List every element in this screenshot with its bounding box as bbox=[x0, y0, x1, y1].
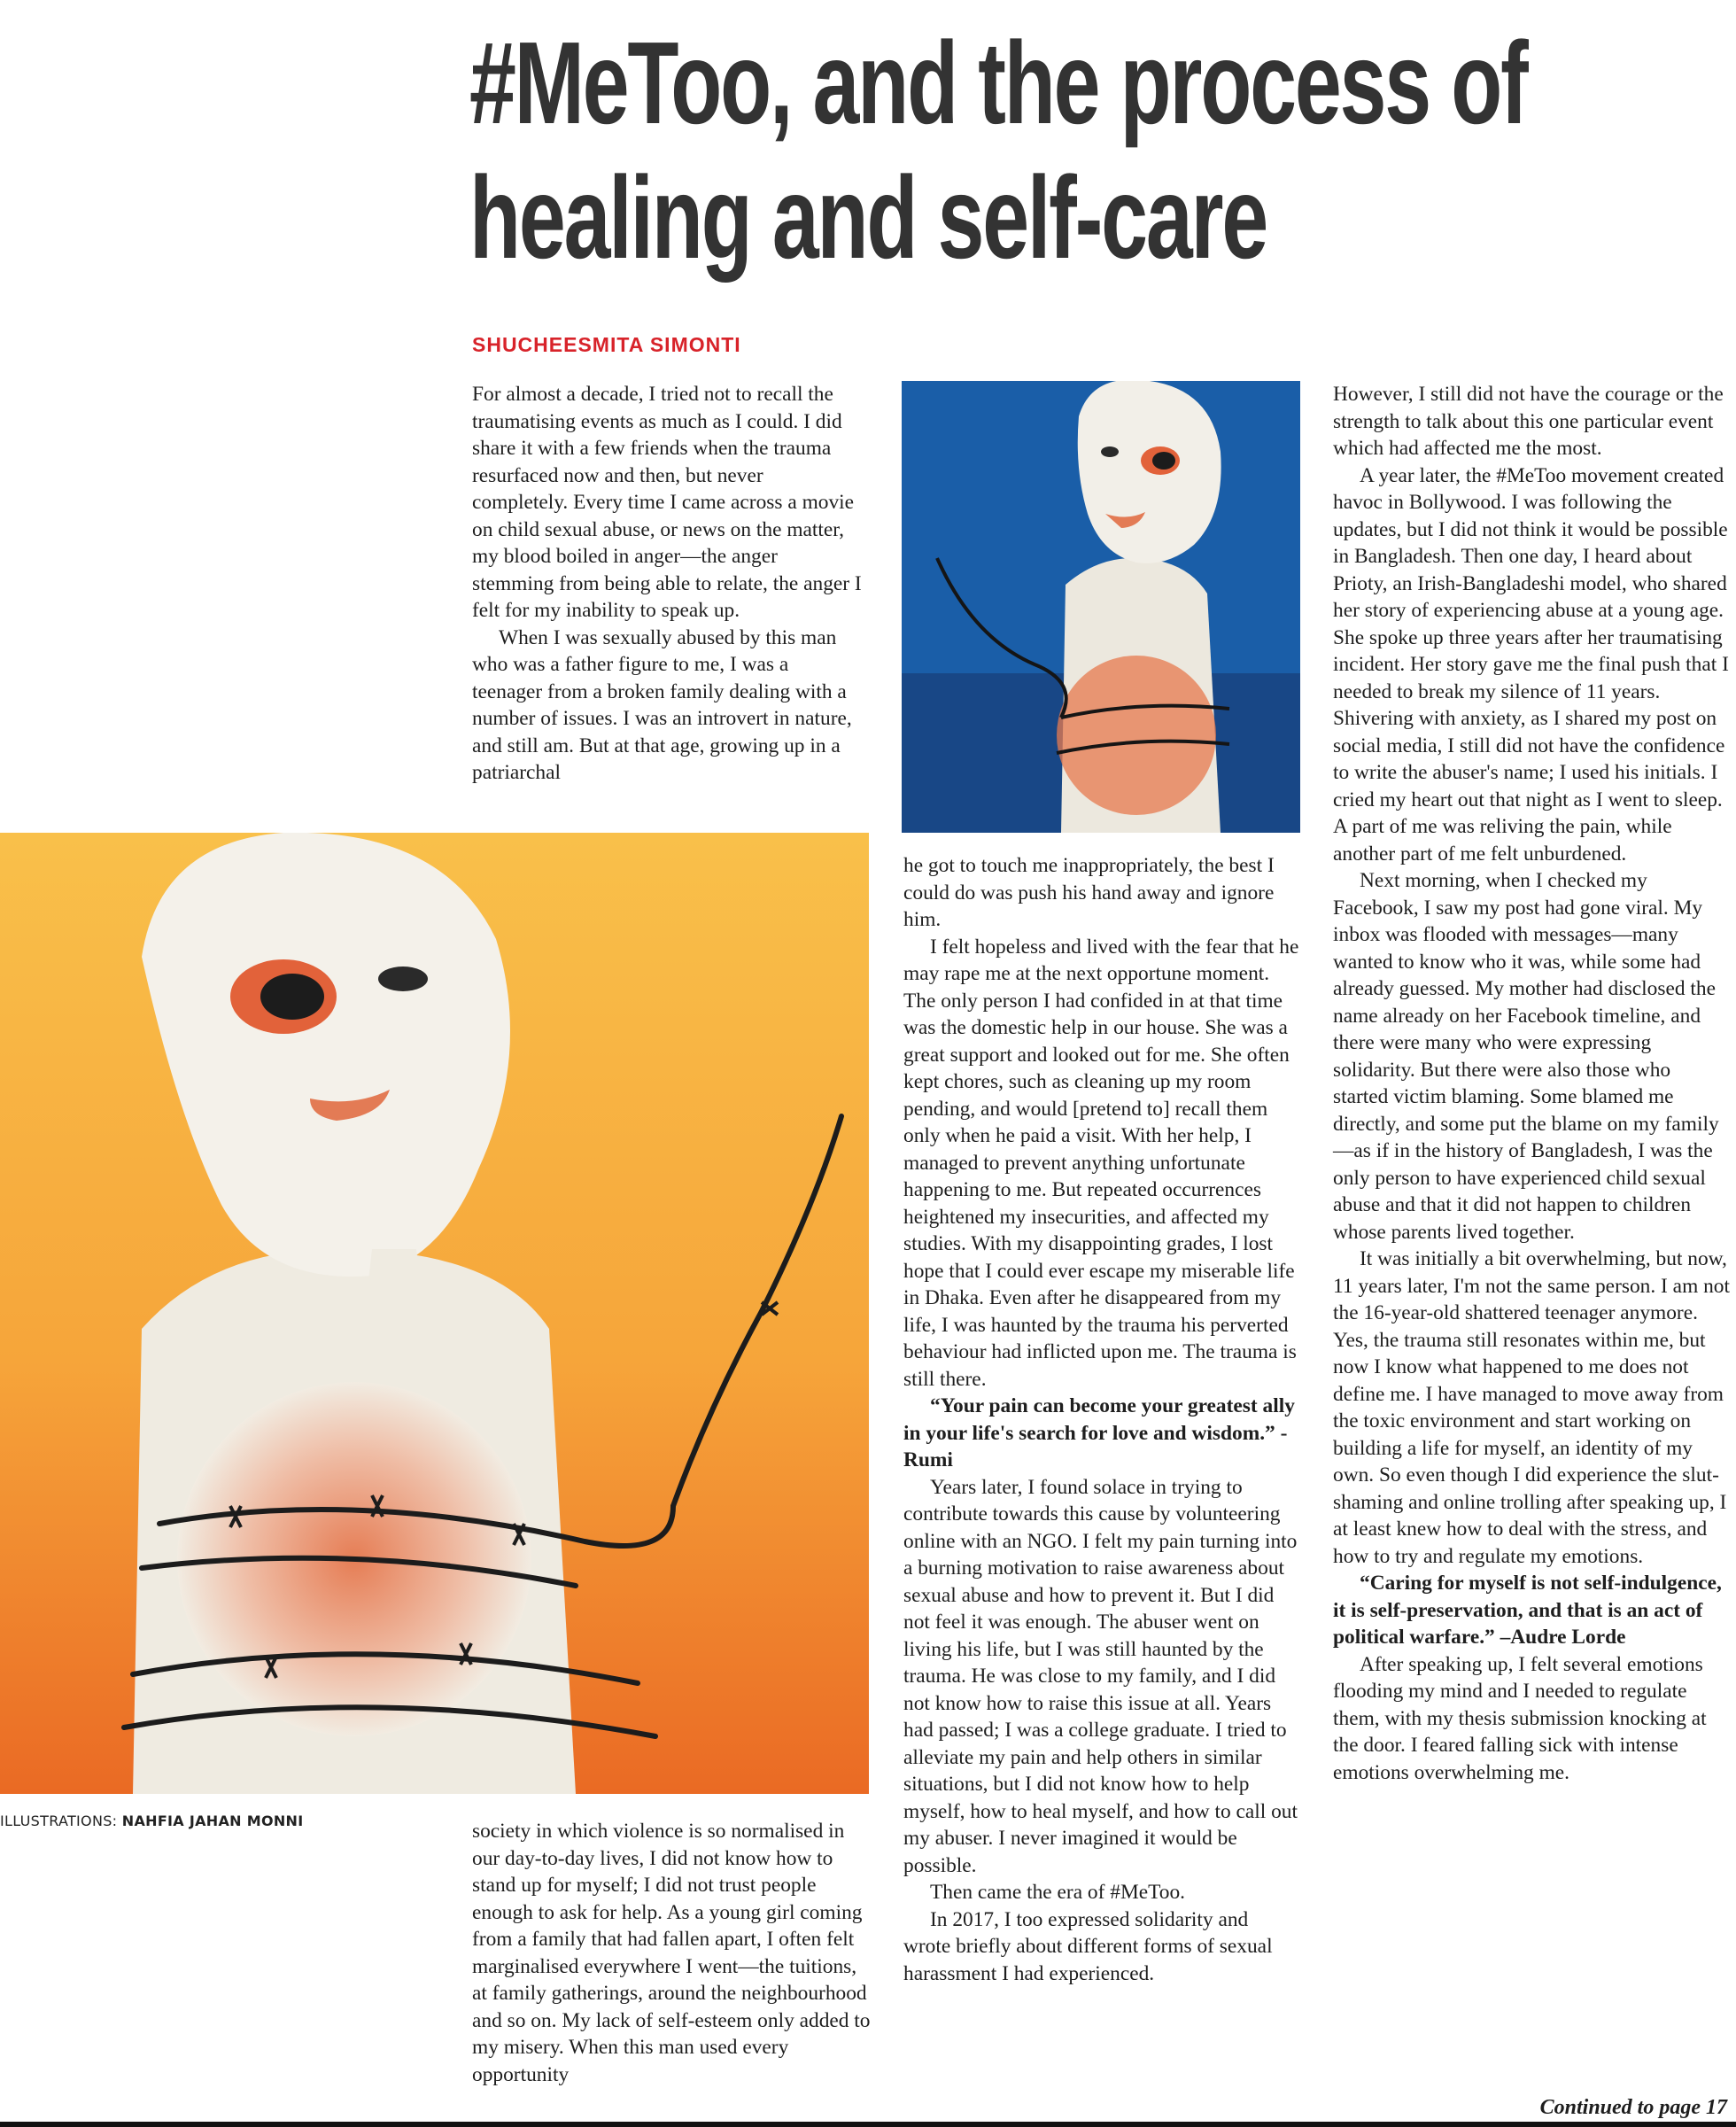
article-headline bbox=[469, 16, 1527, 285]
continued-link[interactable]: Continued to page 17 bbox=[1539, 2096, 1727, 2119]
headline-line-2: healing and self-care bbox=[469, 152, 1267, 283]
column-3 bbox=[1333, 381, 1730, 1786]
paragraph: After speaking up, I felt several emotions flooding my mind and I needed to regulate them, with my thesis submission knocking at the door. I feared falling sick with intense emotions overwhelming me. bbox=[1333, 1652, 1707, 1784]
illustration-girl-barbed-wire-small bbox=[902, 381, 1300, 833]
paragraph: A year later, the #MeToo movement created havoc in Bollywood. I was following the updates, but I did not think it would be possible in Bangladesh. Then one day, I heard about Prioty, an Irish-Bangladeshi model, who shared her story of experiencing abuse at a young age. She spoke up three years after her traumatising incident. Her story gave me the final push that I needed to break my silence of 11 years. Shivering with anxiety, as I shared my post on social media, I still did not have the confidence to write the abuser's name; I used his initials. I cried my heart out that night as I went to sleep. A part of me was reliving the pain, while another part of me felt unburdened. bbox=[1333, 463, 1729, 866]
author-byline: SHUCHEESMITA SIMONTI bbox=[472, 333, 741, 356]
illustration-large bbox=[0, 833, 869, 1794]
paragraph: Then came the era of #MeToo. bbox=[930, 1881, 1186, 1904]
pull-quote-lorde: “Caring for myself is not self-indulgence, it is self-preservation, and that is an act of political warfare.” –Audre Lorde bbox=[1333, 1572, 1722, 1649]
paragraph: When I was sexually abused by this man who was a father figure to me, I was a teenager from a broken family dealing with a number of issues. I was an introvert in nature, and still am. But at that age, growing up in a patriarchal bbox=[472, 625, 852, 784]
credit-name: NAHFIA JAHAN MONNI bbox=[121, 1813, 304, 1829]
credit-label: ILLUSTRATIONS: bbox=[0, 1813, 122, 1829]
column-1-top bbox=[472, 381, 862, 787]
column-1-bottom bbox=[472, 1818, 871, 2088]
paragraph: For almost a decade, I tried not to recall the traumatising events as much as I could. I did share it with a few friends when the trauma resurfaced now and then, but never completely. Every time I came across a movie on child sexual abuse, or news on the matter, my blood boiled in anger—the anger stemming from being able to relate, the anger I felt for my inability to speak up. bbox=[472, 383, 862, 622]
headline-line-1: #MeToo, and the process of bbox=[469, 18, 1527, 148]
paragraph: Next morning, when I checked my Facebook, I saw my post had gone viral. My inbox was flooded with messages—many wanted to know who it was, while some had already guessed. My mother had disclosed the name already on her Facebook timeline, and there were many who were expressing solidarity. But there were also those who started victim blaming. Some blamed me directly, and some put the blame on my family—as if in the history of Bangladesh, I was the only person to have experienced child sexual abuse and that it did not happen to children whose parents lived together. bbox=[1333, 869, 1719, 1244]
paragraph: society in which violence is so normalised in our day-to-day lives, I did not know how to stand up for myself; I did not trust people enough to ask for help. As a young girl coming from a family that had fallen apart, I often felt marginalised everywhere I went—the tuitions, at family gatherings, around the neighbourhood and so on. My lack of self-esteem only added to my misery. When this man used every opportunity bbox=[472, 1820, 871, 2086]
paragraph: I felt hopeless and lived with the fear that he may rape me at the next opportune moment. The only person I had confided in at that time was the domestic help in our house. She was a great support and looked out for me. She often kept chores, such as cleaning up my room pending, and would [pretend to] recall them only when he paid a visit. With her help, I managed to prevent anything unfortunate happening to me. But repeated occurrences heightened my insecurities, and affected my studies. With my disappointing grades, I lost hope that I could ever escape my miserable life in Dhaka. Even after he disappeared from my life, I was haunted by the trauma his perverted behaviour had inflicted upon me. The trauma is still there. bbox=[903, 935, 1299, 1391]
paragraph: However, I still did not have the courage or the strength to talk about this one particular event which had affected me the most. bbox=[1333, 383, 1724, 460]
illustration-girl-barbed-wire-large bbox=[0, 833, 869, 1794]
paragraph: In 2017, I too expressed solidarity and wrote briefly about different forms of sexual harassment I had experienced. bbox=[903, 1907, 1273, 1985]
pull-quote-rumi: “Your pain can become your greatest ally in your life's search for love and wisdom.” - Rumi bbox=[903, 1394, 1295, 1471]
paragraph: Years later, I found solace in trying to contribute towards this cause by volunteering online with an NGO. I felt my pain turning into a burning motivation to raise awareness about sexual abuse and how to prevent it. But I did not feel it was enough. The abuser went on living his life, but I was still haunted by the trauma. He was close to my family, and I did not know how to raise this issue at all. Years had passed; I was a college graduate. I tried to alleviate my pain and help others in similar situations, but I did not know how to help myself, how to heal myself, and how to call out my abuser. I never imagined it would be possible. bbox=[903, 1475, 1298, 1877]
illustration-small bbox=[902, 381, 1300, 833]
paragraph: It was initially a bit overwhelming, but now, 11 years later, I'm not the same person. I am not the 16-year-old shattered teenager anymore. Yes, the trauma still resonates within me, but now I know what happened to me does not define me. I have managed to move away from the toxic environment and start working on building a life for myself, an identity of my own. So even though I did experience the slut-shaming and online trolling after speaking up, I at least knew how to deal with the stress, and how to try and regulate my emotions. bbox=[1333, 1247, 1730, 1568]
illustration-credit bbox=[0, 1813, 303, 1829]
paragraph: he got to touch me inappropriately, the best I could do was push his hand away and ignore him. bbox=[903, 854, 1275, 931]
bottom-rule bbox=[0, 2122, 1736, 2127]
column-2 bbox=[903, 852, 1300, 1987]
